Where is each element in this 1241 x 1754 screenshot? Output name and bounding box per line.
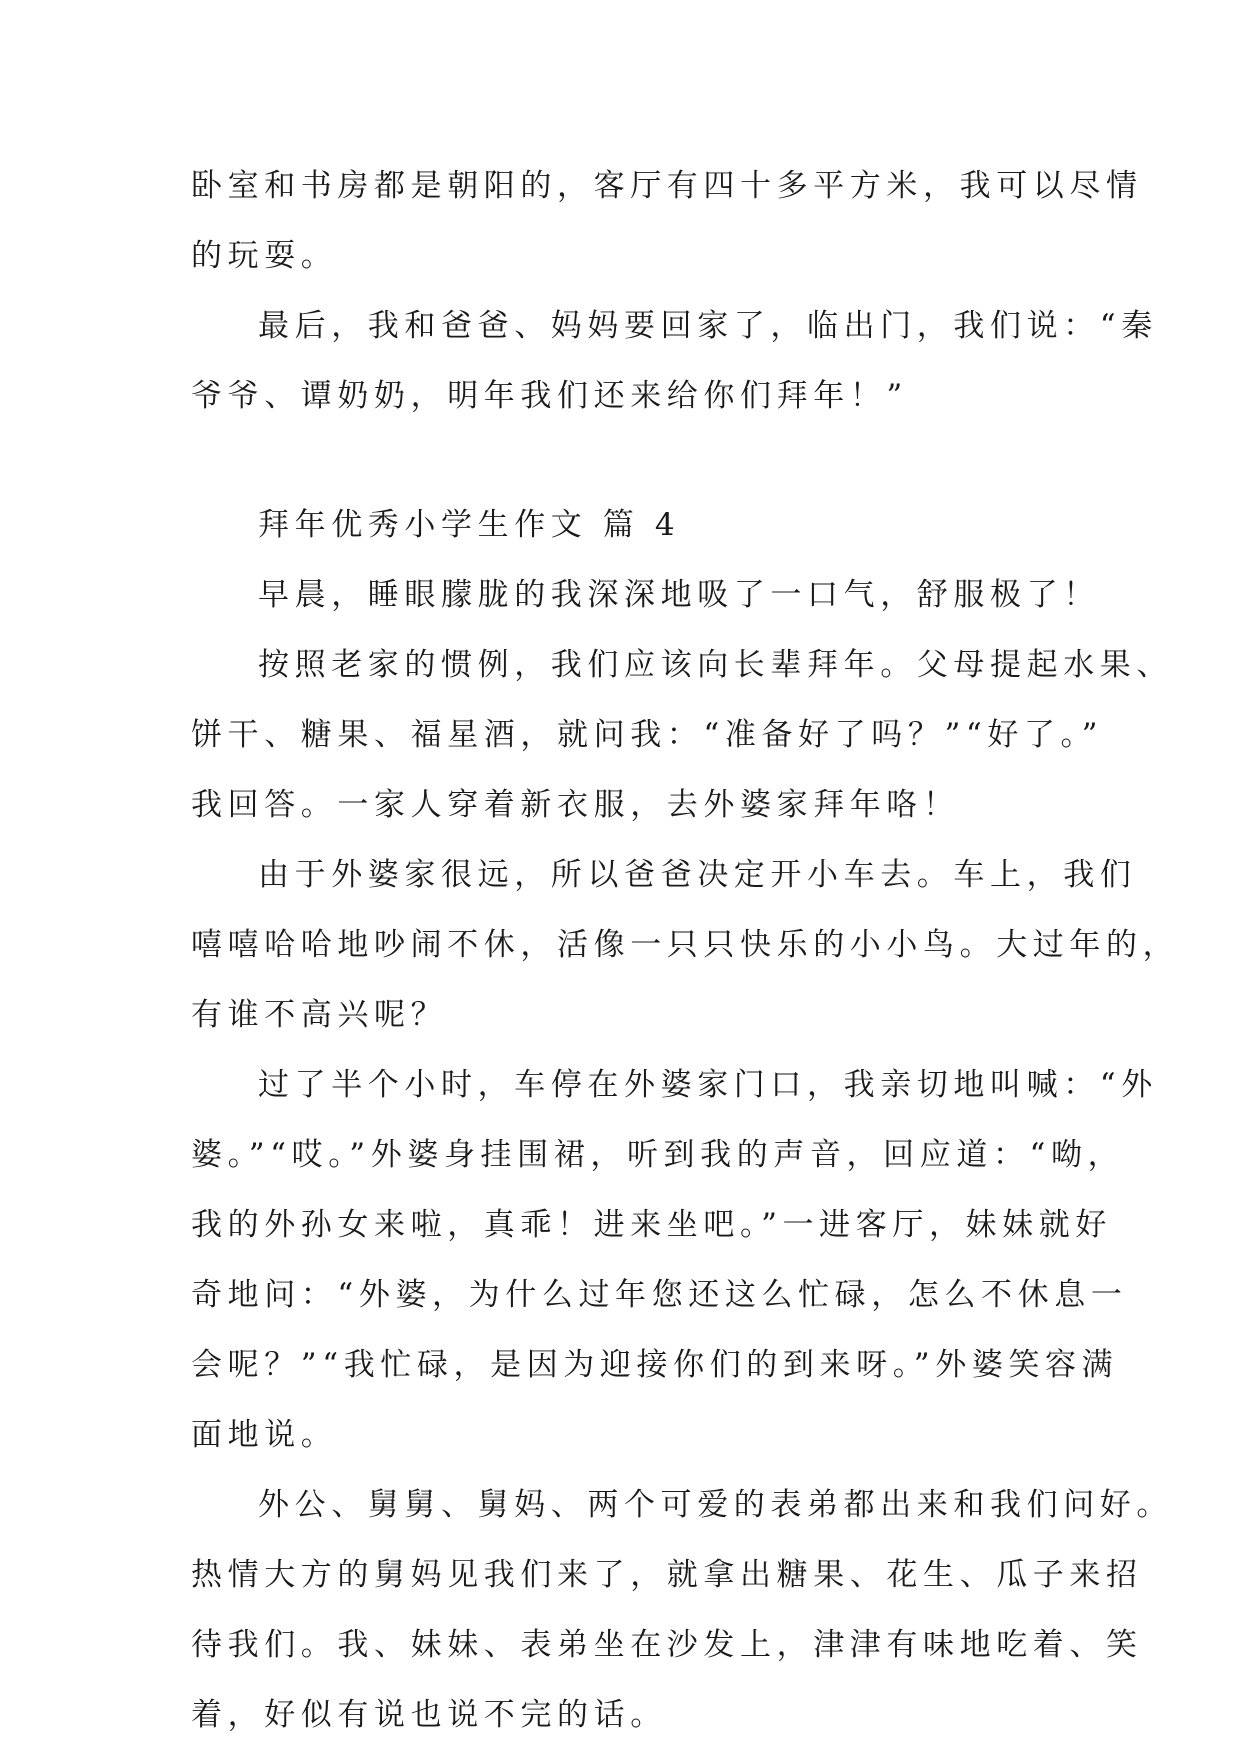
paragraph-line: 嘻嘻哈哈地吵闹不休，活像一只只快乐的小小鸟。大过年的，	[191, 927, 1180, 963]
paragraph-line: 会呢？”“我忙碌，是因为迎接你们的到来呀。”外婆笑容满	[191, 1347, 1119, 1383]
paragraph-line: 面地说。	[191, 1417, 338, 1453]
paragraph-line: 的玩耍。	[191, 238, 338, 274]
paragraph-line: 婆。”“哎。”外婆身挂围裙，听到我的声音，回应道：“呦，	[191, 1137, 1125, 1173]
paragraph-line: 待我们。我、妹妹、表弟坐在沙发上，津津有味地吃着、笑	[191, 1627, 1143, 1663]
paragraph-line: 由于外婆家很远，所以爸爸决定开小车去。车上，我们	[258, 857, 1137, 893]
paragraph-line: 热情大方的舅妈见我们来了，就拿出糖果、花生、瓜子来招	[191, 1557, 1143, 1593]
section-heading: 拜年优秀小学生作文 篇 4	[258, 507, 681, 543]
paragraph-line: 外公、舅舅、舅妈、两个可爱的表弟都出来和我们问好。	[258, 1487, 1173, 1523]
paragraph-line: 奇地问：“外婆，为什么过年您还这么忙碌，怎么不休息一	[191, 1277, 1128, 1313]
paragraph-line: 饼干、糖果、福星酒，就问我：“准备好了吗？”“好了。”	[191, 717, 1104, 753]
paragraph-line: 我的外孙女来啦，真乖！进来坐吧。”一进客厅，妹妹就好	[191, 1207, 1112, 1243]
paragraph-line: 爷爷、谭奶奶，明年我们还来给你们拜年！”	[191, 378, 908, 414]
paragraph-line: 我回答。一家人穿着新衣服，去外婆家拜年咯！	[191, 787, 960, 823]
paragraph-line: 卧室和书房都是朝阳的，客厅有四十多平方米，我可以尽情	[191, 168, 1143, 204]
paragraph-line: 按照老家的惯例，我们应该向长辈拜年。父母提起水果、	[258, 647, 1173, 683]
paragraph-line: 过了半个小时，车停在外婆家门口，我亲切地叫喊：“外	[258, 1067, 1158, 1103]
paragraph-line: 最后，我和爸爸、妈妈要回家了，临出门，我们说：“秦	[258, 308, 1158, 344]
paragraph-line: 早晨，睡眼朦胧的我深深地吸了一口气，舒服极了！	[258, 577, 1100, 613]
paragraph-line: 有谁不高兴呢？	[191, 997, 448, 1033]
paragraph-line: 着，好似有说也说不完的话。	[191, 1697, 667, 1733]
